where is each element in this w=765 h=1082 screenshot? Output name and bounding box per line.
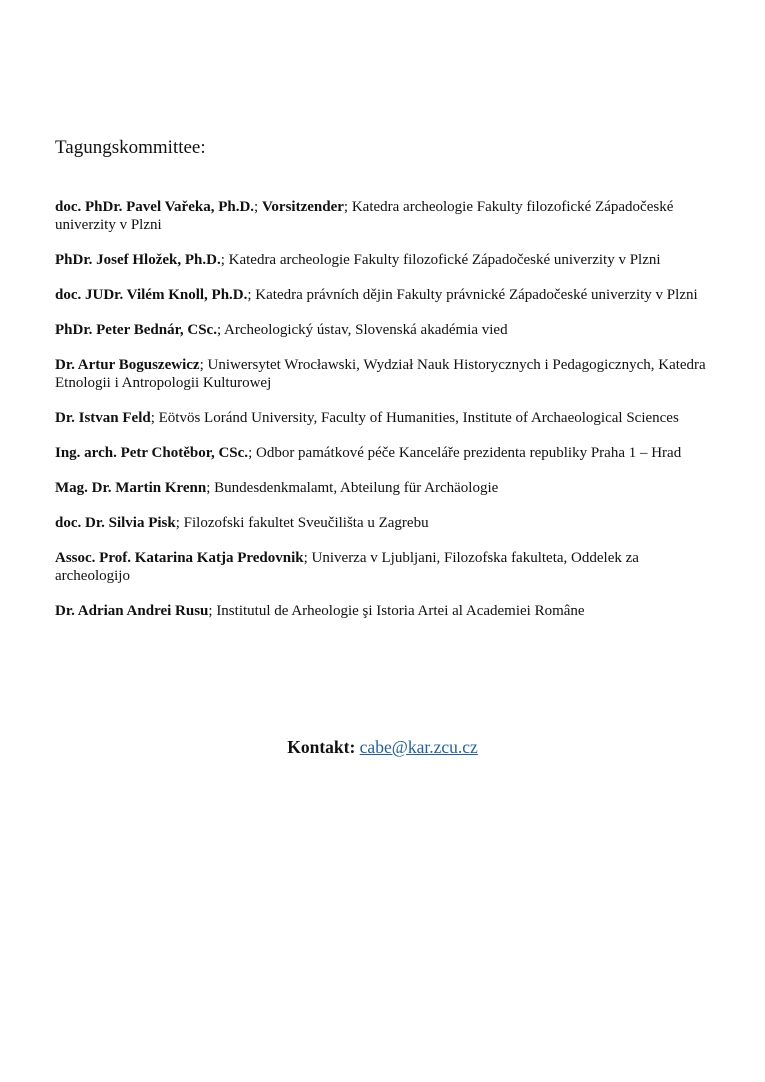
committee-member <box>55 602 715 620</box>
member-separator: ; <box>150 410 159 426</box>
member-affiliation: Uniwersytet Wrocławski, Wydział Nauk Historycznych i Pedagogicznych, Katedra Etnologii i Antropologii Kulturowej <box>55 357 706 391</box>
committee-member <box>55 444 715 462</box>
member-name: Dr. Istvan Feld <box>55 410 151 426</box>
member-name: Ing. arch. Petr Chotěbor, CSc. <box>55 445 249 461</box>
member-name: doc. JUDr. Vilém Knoll, Ph.D. <box>55 287 248 303</box>
committee-member <box>55 251 715 269</box>
member-name: PhDr. Peter Bednár, CSc. <box>55 322 217 338</box>
contact-email-link[interactable]: cabe@kar.zcu.cz <box>359 737 478 757</box>
member-separator: ; <box>247 287 256 303</box>
member-role: Vorsitzender <box>261 199 344 215</box>
committee-member <box>55 549 715 585</box>
member-affiliation: Katedra archeologie Fakulty filozofické Západočeské univerzity v Plzni <box>55 199 674 233</box>
member-name: Dr. Artur Boguszewicz <box>55 357 200 373</box>
member-affiliation: Bundesdenkmalamt, Abteilung für Archäologie <box>214 480 499 496</box>
member-separator: ; <box>208 603 217 619</box>
member-separator: ; <box>220 252 229 268</box>
committee-member <box>55 286 715 304</box>
member-affiliation: Eötvös Loránd University, Faculty of Humanities, Institute of Archaeological Sciences <box>158 410 679 426</box>
member-affiliation: Katedra archeologie Fakulty filozofické Západočeské univerzity v Plzni <box>228 252 661 268</box>
member-separator: ; <box>248 445 256 461</box>
member-affiliation: Archeologický ústav, Slovenská akadémia vied <box>224 322 508 338</box>
contact-label: Kontakt: <box>287 737 356 757</box>
member-separator: ; <box>175 515 184 531</box>
member-separator: ; <box>303 550 312 566</box>
member-affiliation: Institutul de Arheologie şi Istoria Artei al Academiei Române <box>216 603 585 619</box>
committee-member <box>55 514 715 532</box>
member-name: Mag. Dr. Martin Krenn <box>55 480 207 496</box>
member-separator: ; <box>199 357 208 373</box>
committee-member <box>55 409 715 427</box>
member-separator: ; <box>343 199 352 215</box>
committee-member <box>55 198 715 234</box>
member-affiliation: Katedra právních dějin Fakulty právnické Západočeské univerzity v Plzni <box>255 287 698 303</box>
committee-member <box>55 356 715 392</box>
member-name: Dr. Adrian Andrei Rusu <box>55 603 209 619</box>
committee-member <box>55 479 715 497</box>
member-separator: ; <box>206 480 215 496</box>
member-separator: ; <box>216 322 225 338</box>
page-title: Tagungskommittee: <box>55 137 206 158</box>
member-affiliation: Odbor památkové péče Kanceláře prezidenta republiky Praha 1 – Hrad <box>255 445 682 461</box>
committee-list <box>55 198 715 637</box>
member-name: doc. PhDr. Pavel Vařeka, Ph.D. <box>55 199 255 215</box>
member-separator: ; <box>254 199 262 215</box>
member-name: Assoc. Prof. Katarina Katja Predovnik <box>55 550 304 566</box>
committee-member <box>55 321 715 339</box>
member-name: PhDr. Josef Hložek, Ph.D. <box>55 252 221 268</box>
member-affiliation: Univerza v Ljubljani, Filozofska fakulteta, Oddelek za archeologijo <box>55 550 639 584</box>
member-name: doc. Dr. Silvia Pisk <box>55 515 176 531</box>
member-affiliation: Filozofski fakultet Sveučilišta u Zagrebu <box>183 515 429 531</box>
contact-line <box>0 737 765 758</box>
